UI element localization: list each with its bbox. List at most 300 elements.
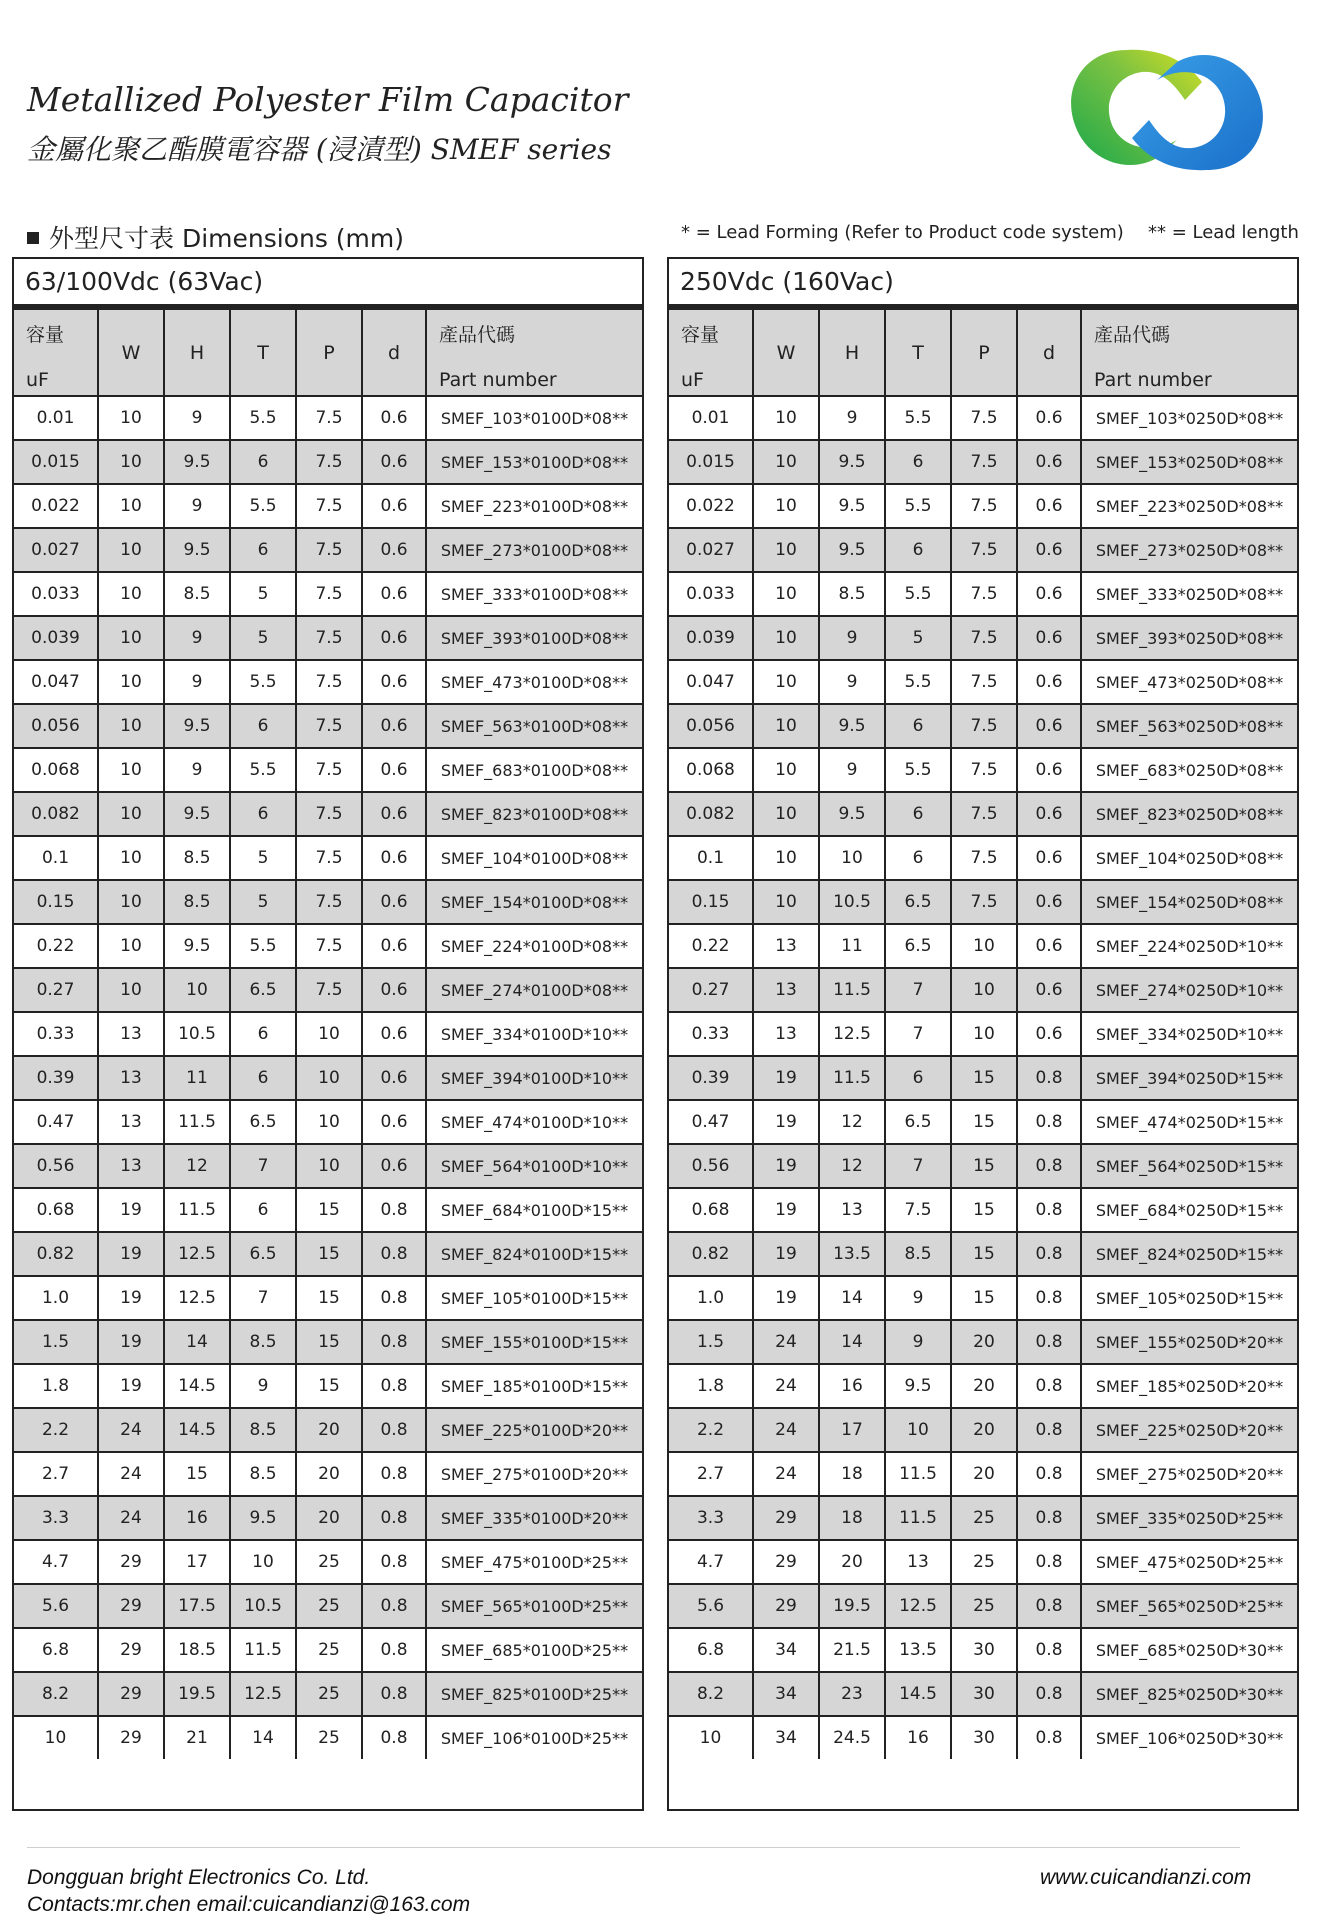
table-row (669, 572, 1297, 616)
cell-p: 7.5 (951, 748, 1017, 792)
cell-w: 19 (753, 1056, 819, 1100)
bullet-square-icon (27, 232, 39, 244)
cell-t: 10 (885, 1408, 951, 1452)
table-row (669, 748, 1297, 792)
cell-h: 13.5 (819, 1232, 885, 1276)
cell-part-number: SMEF_153*0250D*08** (1081, 440, 1297, 484)
cell-w: 24 (98, 1452, 164, 1496)
cell-part-number: SMEF_185*0100D*15** (426, 1364, 642, 1408)
cell-part-number: SMEF_684*0250D*15** (1081, 1188, 1297, 1232)
cell-capacitance: 10 (14, 1716, 98, 1759)
cell-d: 0.6 (1017, 968, 1081, 1012)
cell-t: 5 (230, 880, 296, 924)
table-block-63-100vdc (12, 257, 644, 1811)
table-row (14, 880, 642, 924)
cell-p: 7.5 (296, 396, 362, 440)
col-header-t: T (230, 309, 296, 396)
cell-capacitance: 3.3 (669, 1496, 753, 1540)
cell-part-number: SMEF_105*0250D*15** (1081, 1276, 1297, 1320)
cell-h: 9 (164, 396, 230, 440)
cell-t: 5 (230, 836, 296, 880)
cell-t: 5.5 (885, 748, 951, 792)
table-row (669, 396, 1297, 440)
cell-h: 12.5 (164, 1232, 230, 1276)
cell-p: 7.5 (951, 484, 1017, 528)
cell-capacitance: 0.082 (669, 792, 753, 836)
cell-h: 24.5 (819, 1716, 885, 1759)
table-row (14, 1628, 642, 1672)
cell-h: 11.5 (164, 1188, 230, 1232)
table-row (669, 1320, 1297, 1364)
cell-part-number: SMEF_106*0100D*25** (426, 1716, 642, 1759)
table-row (669, 484, 1297, 528)
cell-h: 16 (819, 1364, 885, 1408)
cell-w: 19 (98, 1276, 164, 1320)
cell-d: 0.6 (1017, 396, 1081, 440)
cell-part-number: SMEF_823*0250D*08** (1081, 792, 1297, 836)
cell-part-number: SMEF_474*0250D*15** (1081, 1100, 1297, 1144)
cell-d: 0.8 (362, 1408, 426, 1452)
cell-p: 25 (951, 1584, 1017, 1628)
cell-p: 7.5 (296, 968, 362, 1012)
cell-w: 19 (98, 1188, 164, 1232)
cell-w: 13 (753, 1012, 819, 1056)
cell-t: 14 (230, 1716, 296, 1759)
cell-capacitance: 8.2 (669, 1672, 753, 1716)
cell-part-number: SMEF_563*0250D*08** (1081, 704, 1297, 748)
cell-w: 24 (753, 1452, 819, 1496)
cell-w: 34 (753, 1672, 819, 1716)
cell-part-number: SMEF_334*0250D*10** (1081, 1012, 1297, 1056)
cell-d: 0.6 (1017, 440, 1081, 484)
cell-d: 0.6 (1017, 792, 1081, 836)
col-header-t: T (885, 309, 951, 396)
table-row (669, 968, 1297, 1012)
cell-d: 0.8 (1017, 1496, 1081, 1540)
cell-capacitance: 1.8 (669, 1364, 753, 1408)
cell-t: 6 (885, 528, 951, 572)
cell-d: 0.6 (362, 880, 426, 924)
cell-d: 0.6 (362, 1144, 426, 1188)
table-row (14, 704, 642, 748)
cell-d: 0.8 (362, 1364, 426, 1408)
cell-t: 6.5 (885, 924, 951, 968)
col-header-p: P (296, 309, 362, 396)
cell-t: 12.5 (885, 1584, 951, 1628)
cell-t: 6 (885, 836, 951, 880)
cell-h: 9.5 (819, 528, 885, 572)
table-row (669, 1100, 1297, 1144)
cell-t: 5 (230, 616, 296, 660)
cell-h: 13 (819, 1188, 885, 1232)
cell-w: 29 (98, 1584, 164, 1628)
cell-w: 10 (753, 484, 819, 528)
cell-w: 19 (98, 1364, 164, 1408)
table-row (669, 1232, 1297, 1276)
cell-p: 7.5 (951, 572, 1017, 616)
table-row (669, 1012, 1297, 1056)
cell-d: 0.6 (362, 1100, 426, 1144)
cell-d: 0.6 (362, 704, 426, 748)
cell-capacitance: 0.39 (669, 1056, 753, 1100)
cell-d: 0.8 (1017, 1320, 1081, 1364)
dimensions-table (669, 308, 1297, 1759)
cell-w: 10 (98, 396, 164, 440)
cell-part-number: SMEF_104*0100D*08** (426, 836, 642, 880)
cell-part-number: SMEF_685*0250D*30** (1081, 1628, 1297, 1672)
cell-d: 0.6 (1017, 616, 1081, 660)
cell-capacitance: 0.56 (14, 1144, 98, 1188)
cell-t: 11.5 (885, 1452, 951, 1496)
cell-capacitance: 2.7 (669, 1452, 753, 1496)
cell-h: 9 (819, 660, 885, 704)
col-header-part-number: 產品代碼 Part number (426, 309, 642, 396)
table-title: 63/100Vdc (63Vac) (14, 259, 642, 308)
cell-t: 5.5 (230, 660, 296, 704)
cell-p: 7.5 (296, 660, 362, 704)
cell-d: 0.6 (1017, 704, 1081, 748)
cell-part-number: SMEF_225*0250D*20** (1081, 1408, 1297, 1452)
cell-part-number: SMEF_564*0250D*15** (1081, 1144, 1297, 1188)
cell-h: 12 (819, 1100, 885, 1144)
cell-capacitance: 2.2 (669, 1408, 753, 1452)
cell-h: 8.5 (164, 572, 230, 616)
cell-capacitance: 0.068 (669, 748, 753, 792)
cell-w: 24 (98, 1496, 164, 1540)
dimensions-heading-text: 外型尺寸表 Dimensions (mm) (49, 224, 405, 253)
cell-t: 8.5 (230, 1452, 296, 1496)
table-row (14, 616, 642, 660)
cell-w: 19 (753, 1144, 819, 1188)
cell-t: 6 (230, 792, 296, 836)
cell-p: 7.5 (951, 880, 1017, 924)
cell-h: 11 (164, 1056, 230, 1100)
cell-d: 0.8 (362, 1628, 426, 1672)
cell-w: 34 (753, 1628, 819, 1672)
table-row (669, 1364, 1297, 1408)
cell-h: 9 (164, 748, 230, 792)
cell-capacitance: 0.039 (669, 616, 753, 660)
footer-contact: Contacts:mr.chen email:cuicandianzi@163.com (27, 1893, 471, 1916)
cell-w: 13 (98, 1056, 164, 1100)
cell-w: 29 (753, 1584, 819, 1628)
cell-t: 7 (230, 1144, 296, 1188)
cell-h: 9.5 (819, 704, 885, 748)
cell-d: 0.8 (362, 1584, 426, 1628)
cell-t: 7 (885, 968, 951, 1012)
cell-h: 9.5 (164, 528, 230, 572)
cell-d: 0.8 (1017, 1144, 1081, 1188)
cell-w: 10 (753, 440, 819, 484)
table-row (669, 1540, 1297, 1584)
cell-capacitance: 0.82 (14, 1232, 98, 1276)
table-row (14, 1100, 642, 1144)
cell-capacitance: 0.15 (14, 880, 98, 924)
cell-d: 0.6 (362, 792, 426, 836)
cell-capacitance: 0.56 (669, 1144, 753, 1188)
cell-p: 10 (296, 1144, 362, 1188)
cell-w: 19 (753, 1232, 819, 1276)
cell-capacitance: 1.5 (669, 1320, 753, 1364)
cell-p: 15 (296, 1232, 362, 1276)
table-row (669, 924, 1297, 968)
company-logo-icon (1057, 30, 1279, 190)
table-body (669, 396, 1297, 1759)
cell-d: 0.6 (362, 484, 426, 528)
table-row (669, 1584, 1297, 1628)
cell-w: 29 (98, 1672, 164, 1716)
cell-t: 6 (885, 1056, 951, 1100)
cell-capacitance: 0.01 (669, 396, 753, 440)
cell-t: 5 (230, 572, 296, 616)
table-row (14, 924, 642, 968)
cell-capacitance: 0.27 (14, 968, 98, 1012)
cell-d: 0.6 (1017, 748, 1081, 792)
cell-capacitance: 0.47 (669, 1100, 753, 1144)
cell-d: 0.6 (362, 616, 426, 660)
cell-p: 20 (951, 1364, 1017, 1408)
dimensions-table (14, 308, 642, 1759)
cell-w: 13 (753, 968, 819, 1012)
cell-p: 20 (951, 1320, 1017, 1364)
cell-capacitance: 6.8 (14, 1628, 98, 1672)
cell-t: 6 (230, 528, 296, 572)
table-row (14, 1540, 642, 1584)
cell-w: 10 (98, 484, 164, 528)
cell-h: 9 (819, 616, 885, 660)
cell-capacitance: 2.7 (14, 1452, 98, 1496)
cell-w: 13 (98, 1012, 164, 1056)
table-row (669, 1408, 1297, 1452)
cell-part-number: SMEF_274*0100D*08** (426, 968, 642, 1012)
cell-d: 0.6 (362, 968, 426, 1012)
cell-capacitance: 0.68 (669, 1188, 753, 1232)
cell-part-number: SMEF_106*0250D*30** (1081, 1716, 1297, 1759)
col-header-capacitance: 容量 uF (14, 309, 98, 396)
cell-t: 5.5 (230, 924, 296, 968)
cell-h: 18 (819, 1452, 885, 1496)
table-row (14, 440, 642, 484)
cell-w: 29 (98, 1628, 164, 1672)
cell-h: 9 (819, 748, 885, 792)
cell-t: 7 (885, 1012, 951, 1056)
cell-capacitance: 1.5 (14, 1320, 98, 1364)
cell-t: 6.5 (885, 1100, 951, 1144)
cell-p: 25 (296, 1672, 362, 1716)
cell-w: 29 (753, 1540, 819, 1584)
cell-d: 0.8 (1017, 1276, 1081, 1320)
cell-part-number: SMEF_473*0100D*08** (426, 660, 642, 704)
cell-capacitance: 10 (669, 1716, 753, 1759)
table-row (669, 1716, 1297, 1759)
cell-w: 13 (98, 1144, 164, 1188)
cell-w: 10 (753, 748, 819, 792)
cell-h: 20 (819, 1540, 885, 1584)
cell-t: 9.5 (230, 1496, 296, 1540)
cell-h: 9 (164, 660, 230, 704)
table-row (14, 1452, 642, 1496)
cell-capacitance: 0.47 (14, 1100, 98, 1144)
cell-w: 10 (98, 748, 164, 792)
cell-d: 0.8 (362, 1672, 426, 1716)
cell-capacitance: 0.056 (669, 704, 753, 748)
table-row (14, 484, 642, 528)
table-row (669, 1188, 1297, 1232)
cell-w: 10 (98, 660, 164, 704)
cell-part-number: SMEF_153*0100D*08** (426, 440, 642, 484)
cell-p: 15 (951, 1100, 1017, 1144)
table-title: 250Vdc (160Vac) (669, 259, 1297, 308)
table-row (669, 792, 1297, 836)
cell-h: 9.5 (164, 704, 230, 748)
cell-p: 20 (296, 1496, 362, 1540)
cell-w: 10 (753, 880, 819, 924)
col-header-h: H (819, 309, 885, 396)
cell-p: 7.5 (951, 616, 1017, 660)
cell-p: 7.5 (296, 704, 362, 748)
cell-w: 10 (753, 660, 819, 704)
table-row (14, 1496, 642, 1540)
cell-d: 0.6 (1017, 924, 1081, 968)
cell-t: 6.5 (230, 968, 296, 1012)
cell-w: 10 (98, 880, 164, 924)
cell-p: 15 (951, 1056, 1017, 1100)
cell-capacitance: 5.6 (14, 1584, 98, 1628)
table-row (14, 1276, 642, 1320)
cell-capacitance: 1.0 (669, 1276, 753, 1320)
cell-capacitance: 0.27 (669, 968, 753, 1012)
cell-d: 0.6 (362, 396, 426, 440)
cell-h: 12 (819, 1144, 885, 1188)
cell-t: 9 (885, 1276, 951, 1320)
cell-part-number: SMEF_154*0250D*08** (1081, 880, 1297, 924)
cell-h: 18 (819, 1496, 885, 1540)
col-header-h: H (164, 309, 230, 396)
cell-capacitance: 2.2 (14, 1408, 98, 1452)
cell-p: 7.5 (951, 660, 1017, 704)
cell-capacitance: 0.022 (669, 484, 753, 528)
cell-h: 17.5 (164, 1584, 230, 1628)
cell-t: 10 (230, 1540, 296, 1584)
cell-capacitance: 4.7 (669, 1540, 753, 1584)
cell-capacitance: 0.68 (14, 1188, 98, 1232)
cell-p: 7.5 (296, 484, 362, 528)
cell-part-number: SMEF_823*0100D*08** (426, 792, 642, 836)
cell-h: 9 (819, 396, 885, 440)
cell-h: 11.5 (819, 968, 885, 1012)
table-row (14, 1364, 642, 1408)
cell-t: 5.5 (885, 572, 951, 616)
cell-w: 10 (753, 704, 819, 748)
cell-part-number: SMEF_333*0100D*08** (426, 572, 642, 616)
dimensions-heading (27, 219, 404, 255)
table-row (14, 1144, 642, 1188)
cell-part-number: SMEF_155*0100D*15** (426, 1320, 642, 1364)
table-row (14, 792, 642, 836)
cell-w: 13 (753, 924, 819, 968)
cell-d: 0.8 (1017, 1100, 1081, 1144)
cell-p: 7.5 (296, 748, 362, 792)
cell-capacitance: 1.8 (14, 1364, 98, 1408)
cell-capacitance: 0.33 (14, 1012, 98, 1056)
cell-p: 7.5 (951, 792, 1017, 836)
cell-part-number: SMEF_824*0100D*15** (426, 1232, 642, 1276)
cell-capacitance: 0.33 (669, 1012, 753, 1056)
cell-p: 25 (951, 1496, 1017, 1540)
cell-p: 30 (951, 1672, 1017, 1716)
cell-h: 12 (164, 1144, 230, 1188)
cell-w: 10 (98, 836, 164, 880)
cell-d: 0.8 (1017, 1672, 1081, 1716)
col-header-p: P (951, 309, 1017, 396)
cell-p: 15 (296, 1188, 362, 1232)
cell-w: 19 (98, 1232, 164, 1276)
cell-w: 19 (753, 1276, 819, 1320)
cell-p: 20 (951, 1408, 1017, 1452)
cell-h: 15 (164, 1452, 230, 1496)
cell-h: 21.5 (819, 1628, 885, 1672)
table-row (669, 1276, 1297, 1320)
cell-p: 7.5 (951, 440, 1017, 484)
cell-w: 24 (98, 1408, 164, 1452)
title-english: Metallized Polyester Film Capacitor (27, 80, 629, 119)
cell-d: 0.8 (1017, 1188, 1081, 1232)
cell-capacitance: 0.015 (14, 440, 98, 484)
cell-d: 0.6 (1017, 572, 1081, 616)
cell-capacitance: 4.7 (14, 1540, 98, 1584)
cell-p: 7.5 (951, 836, 1017, 880)
cell-h: 14.5 (164, 1364, 230, 1408)
cell-t: 6 (230, 440, 296, 484)
cell-p: 30 (951, 1628, 1017, 1672)
note-lead-length: ** = Lead length (1148, 222, 1299, 243)
cell-w: 10 (98, 440, 164, 484)
cell-d: 0.6 (362, 836, 426, 880)
cell-p: 7.5 (296, 440, 362, 484)
cell-t: 8.5 (230, 1408, 296, 1452)
cell-t: 11.5 (885, 1496, 951, 1540)
cell-h: 19.5 (819, 1584, 885, 1628)
cell-part-number: SMEF_273*0100D*08** (426, 528, 642, 572)
cell-part-number: SMEF_224*0100D*08** (426, 924, 642, 968)
title-chinese: 金屬化聚乙酯膜電容器 (浸漬型) SMEF series (27, 133, 612, 166)
cell-d: 0.8 (362, 1232, 426, 1276)
cell-t: 6 (230, 1188, 296, 1232)
cell-part-number: SMEF_333*0250D*08** (1081, 572, 1297, 616)
cell-h: 14 (164, 1320, 230, 1364)
cell-p: 15 (296, 1364, 362, 1408)
col-header-w: W (753, 309, 819, 396)
cell-part-number: SMEF_223*0100D*08** (426, 484, 642, 528)
cell-h: 10.5 (819, 880, 885, 924)
cell-w: 10 (98, 968, 164, 1012)
cell-w: 19 (98, 1320, 164, 1364)
col-header-d: d (1017, 309, 1081, 396)
cell-p: 15 (296, 1320, 362, 1364)
cell-p: 7.5 (296, 792, 362, 836)
cell-p: 25 (951, 1540, 1017, 1584)
cell-t: 9 (230, 1364, 296, 1408)
cell-part-number: SMEF_683*0100D*08** (426, 748, 642, 792)
cell-capacitance: 0.39 (14, 1056, 98, 1100)
cell-d: 0.6 (1017, 660, 1081, 704)
cell-part-number: SMEF_104*0250D*08** (1081, 836, 1297, 880)
cell-h: 10 (819, 836, 885, 880)
cell-t: 6 (885, 792, 951, 836)
cell-p: 25 (296, 1628, 362, 1672)
cell-capacitance: 0.068 (14, 748, 98, 792)
cell-h: 23 (819, 1672, 885, 1716)
